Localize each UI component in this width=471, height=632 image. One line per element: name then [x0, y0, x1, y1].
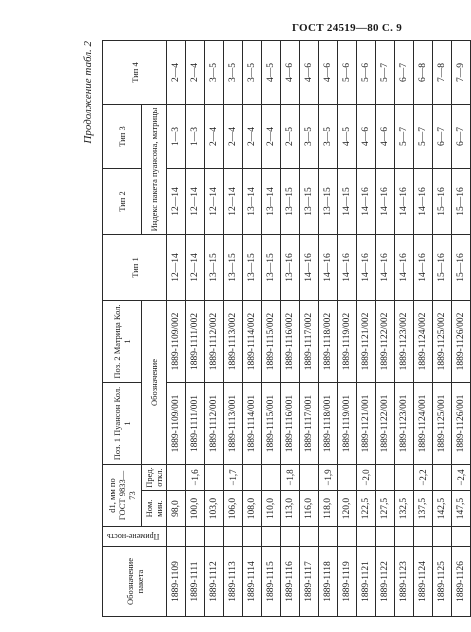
spec-table: [102, 40, 471, 617]
cell-d1-tol: [205, 465, 224, 491]
cell-type4: 7—9: [452, 41, 471, 105]
cell-type3: 4—6: [376, 105, 395, 169]
table-row: [281, 41, 300, 617]
cell-d1-tol: −1,7: [224, 465, 243, 491]
cell-pos1: 1889-1119/001: [338, 383, 357, 465]
col-type4: Тип 4: [103, 41, 167, 105]
cell-pos2: 1889-1117/002: [300, 301, 319, 383]
cell-pos1: 1889-1111/001: [186, 383, 205, 465]
table-row: [300, 41, 319, 617]
cell-applicability: [319, 527, 338, 547]
cell-package: 1889-1114: [243, 547, 262, 617]
cell-type2: 12—14: [186, 169, 205, 235]
cell-pos2: 1889-1118/002: [319, 301, 338, 383]
cell-pos2: 1889-1109/002: [167, 301, 186, 383]
cell-d1-nom: 100,0: [186, 491, 205, 527]
col-type1: Тип 1: [103, 235, 167, 301]
col-index-label: Индекс пакета пуансона, матрицы: [142, 105, 167, 235]
cell-type2: 13—15: [319, 169, 338, 235]
cell-type1: 13—15: [205, 235, 224, 301]
cell-pos2: 1889-1114/002: [243, 301, 262, 383]
table-row: [395, 41, 414, 617]
cell-d1-tol: −2,0: [357, 465, 376, 491]
cell-type3: 2—4: [205, 105, 224, 169]
col-type2: Тип 2: [103, 169, 142, 235]
cell-type3: 4—5: [338, 105, 357, 169]
cell-applicability: [186, 527, 205, 547]
cell-d1-tol: [338, 465, 357, 491]
cell-d1-nom: 103,0: [205, 491, 224, 527]
cell-applicability: [395, 527, 414, 547]
cell-type2: 13—14: [262, 169, 281, 235]
cell-d1-tol: [433, 465, 452, 491]
cell-type1: 14—16: [376, 235, 395, 301]
cell-type2: 13—14: [243, 169, 262, 235]
table-row: [376, 41, 395, 617]
cell-type2: 13—15: [281, 169, 300, 235]
cell-type2: 12—14: [205, 169, 224, 235]
col-d1-nom: Ном. мин.: [142, 491, 167, 527]
cell-applicability: [300, 527, 319, 547]
cell-type1: 12—14: [186, 235, 205, 301]
cell-applicability: [243, 527, 262, 547]
cell-applicability: [414, 527, 433, 547]
cell-d1-tol: −2,4: [452, 465, 471, 491]
cell-type4: 3—5: [243, 41, 262, 105]
cell-pos1: 1889-1113/001: [224, 383, 243, 465]
cell-pos1: 1889-1123/001: [395, 383, 414, 465]
table-row: [433, 41, 452, 617]
cell-d1-nom: 106,0: [224, 491, 243, 527]
table-row: [357, 41, 376, 617]
cell-type3: 1—3: [186, 105, 205, 169]
cell-type4: 2—4: [167, 41, 186, 105]
cell-type3: 4—6: [357, 105, 376, 169]
cell-type2: 15—16: [433, 169, 452, 235]
cell-pos1: 1889-1117/001: [300, 383, 319, 465]
cell-applicability: [433, 527, 452, 547]
cell-pos2: 1889-1126/002: [452, 301, 471, 383]
cell-type3: 2—5: [281, 105, 300, 169]
cell-pos2: 1889-1116/002: [281, 301, 300, 383]
cell-type3: 6—7: [452, 105, 471, 169]
cell-pos1: 1889-1109/001: [167, 383, 186, 465]
cell-type1: 14—16: [300, 235, 319, 301]
cell-type3: 2—4: [243, 105, 262, 169]
cell-type4: 2—4: [186, 41, 205, 105]
cell-package: 1889-1112: [205, 547, 224, 617]
cell-d1-nom: 142,5: [433, 491, 452, 527]
cell-pos1: 1889-1118/001: [319, 383, 338, 465]
cell-pos1: 1889-1122/001: [376, 383, 395, 465]
cell-pos2: 1889-1121/002: [357, 301, 376, 383]
cell-d1-nom: 132,5: [395, 491, 414, 527]
cell-package: 1889-1116: [281, 547, 300, 617]
cell-type3: 2—4: [262, 105, 281, 169]
col-designation: Обозначение пакета: [103, 547, 167, 617]
cell-type3: 6—7: [433, 105, 452, 169]
col-pos1: Поз. 1 Пуансон Кол. 1: [103, 383, 142, 465]
cell-type2: 12—14: [224, 169, 243, 235]
cell-d1-tol: −2,2: [414, 465, 433, 491]
cell-pos1: 1889-1124/001: [414, 383, 433, 465]
cell-applicability: [357, 527, 376, 547]
cell-type4: 6—7: [395, 41, 414, 105]
cell-type3: 2—4: [224, 105, 243, 169]
cell-d1-tol: [376, 465, 395, 491]
cell-package: 1889-1119: [338, 547, 357, 617]
cell-package: 1889-1109: [167, 547, 186, 617]
cell-pos2: 1889-1113/002: [224, 301, 243, 383]
cell-d1-nom: 137,5: [414, 491, 433, 527]
col-applicability: Примене-ность: [103, 527, 167, 547]
page-header: [0, 22, 420, 38]
cell-applicability: [376, 527, 395, 547]
continuation-label: Продолжение табл. 2: [82, 41, 94, 144]
cell-pos2: 1889-1115/002: [262, 301, 281, 383]
cell-package: 1889-1111: [186, 547, 205, 617]
cell-type2: 12—14: [167, 169, 186, 235]
cell-d1-tol: [395, 465, 414, 491]
cell-type1: 15—16: [433, 235, 452, 301]
cell-type1: 15—16: [452, 235, 471, 301]
cell-package: 1889-1124: [414, 547, 433, 617]
cell-type3: 1—3: [167, 105, 186, 169]
cell-pos2: 1889-1123/002: [395, 301, 414, 383]
cell-applicability: [224, 527, 243, 547]
cell-type2: 14—16: [395, 169, 414, 235]
cell-type1: 12—14: [167, 235, 186, 301]
standard-number: ГОСТ 24519—80 С. 9: [291, 22, 402, 34]
table-row: [167, 41, 186, 617]
col-d1-group: d1, мм по ГОСТ 9833—73: [103, 465, 142, 527]
cell-type3: 5—7: [395, 105, 414, 169]
cell-d1-nom: 116,0: [300, 491, 319, 527]
cell-package: 1889-1122: [376, 547, 395, 617]
cell-d1-nom: 118,0: [319, 491, 338, 527]
cell-pos2: 1889-1111/002: [186, 301, 205, 383]
cell-type4: 5—6: [357, 41, 376, 105]
cell-type4: 4—6: [300, 41, 319, 105]
cell-d1-nom: 108,0: [243, 491, 262, 527]
cell-pos1: 1889-1125/001: [433, 383, 452, 465]
col-designation-sub: Обозначение: [142, 301, 167, 465]
table-row: [452, 41, 471, 617]
cell-type4: 5—6: [338, 41, 357, 105]
cell-d1-tol: −1,9: [319, 465, 338, 491]
table-row: [414, 41, 433, 617]
cell-type4: 7—8: [433, 41, 452, 105]
cell-pos2: 1889-1125/002: [433, 301, 452, 383]
cell-d1-tol: [262, 465, 281, 491]
cell-pos1: 1889-1115/001: [262, 383, 281, 465]
cell-pos1: 1889-1114/001: [243, 383, 262, 465]
cell-type2: 14—16: [414, 169, 433, 235]
cell-type4: 4—5: [262, 41, 281, 105]
cell-package: 1889-1118: [319, 547, 338, 617]
cell-pos1: 1889-1126/001: [452, 383, 471, 465]
cell-package: 1889-1125: [433, 547, 452, 617]
cell-type3: 3—5: [300, 105, 319, 169]
cell-type2: 14—16: [357, 169, 376, 235]
cell-pos2: 1889-1122/002: [376, 301, 395, 383]
cell-package: 1889-1121: [357, 547, 376, 617]
table-row: [319, 41, 338, 617]
cell-type2: 14—16: [376, 169, 395, 235]
cell-pos1: 1889-1112/001: [205, 383, 224, 465]
cell-d1-nom: 122,5: [357, 491, 376, 527]
table-row: [243, 41, 262, 617]
cell-type2: 15—16: [452, 169, 471, 235]
cell-package: 1889-1117: [300, 547, 319, 617]
cell-applicability: [452, 527, 471, 547]
cell-pos2: 1889-1112/002: [205, 301, 224, 383]
cell-type1: 14—16: [395, 235, 414, 301]
cell-type1: 14—16: [319, 235, 338, 301]
cell-package: 1889-1123: [395, 547, 414, 617]
cell-d1-tol: −1,8: [281, 465, 300, 491]
cell-applicability: [205, 527, 224, 547]
cell-pos1: 1889-1121/001: [357, 383, 376, 465]
cell-type1: 13—15: [243, 235, 262, 301]
cell-pos2: 1889-1124/002: [414, 301, 433, 383]
cell-type1: 13—15: [262, 235, 281, 301]
cell-type4: 4—6: [281, 41, 300, 105]
table-row: [262, 41, 281, 617]
cell-type4: 6—8: [414, 41, 433, 105]
cell-type3: 3—5: [319, 105, 338, 169]
cell-package: 1889-1113: [224, 547, 243, 617]
rotated-table-block: [82, 41, 466, 617]
cell-d1-tol: −1,6: [186, 465, 205, 491]
cell-pos2: 1889-1119/002: [338, 301, 357, 383]
cell-d1-nom: 120,0: [338, 491, 357, 527]
cell-type3: 5—7: [414, 105, 433, 169]
cell-pos1: 1889-1116/001: [281, 383, 300, 465]
cell-type2: 14—15: [338, 169, 357, 235]
cell-type1: 13—15: [224, 235, 243, 301]
cell-applicability: [338, 527, 357, 547]
cell-package: 1889-1115: [262, 547, 281, 617]
cell-d1-nom: 98,0: [167, 491, 186, 527]
cell-d1-nom: 127,5: [376, 491, 395, 527]
col-d1-tol: Пред. откл.: [142, 465, 167, 491]
cell-applicability: [167, 527, 186, 547]
cell-type1: 14—16: [414, 235, 433, 301]
col-type3: Тип 3: [103, 105, 142, 169]
table-row: [186, 41, 205, 617]
col-pos2: Поз. 2 Матрица Кол. 1: [103, 301, 142, 383]
cell-applicability: [262, 527, 281, 547]
cell-d1-tol: [300, 465, 319, 491]
cell-type4: 3—5: [205, 41, 224, 105]
cell-d1-tol: [167, 465, 186, 491]
cell-package: 1889-1126: [452, 547, 471, 617]
cell-type4: 3—5: [224, 41, 243, 105]
table-row: [205, 41, 224, 617]
cell-type4: 5—7: [376, 41, 395, 105]
cell-applicability: [281, 527, 300, 547]
cell-d1-tol: [243, 465, 262, 491]
cell-type4: 4—6: [319, 41, 338, 105]
cell-type1: 13—16: [281, 235, 300, 301]
table-row: [224, 41, 243, 617]
cell-type2: 13—15: [300, 169, 319, 235]
table-row: [338, 41, 357, 617]
cell-type1: 14—16: [338, 235, 357, 301]
cell-d1-nom: 147,5: [452, 491, 471, 527]
cell-d1-nom: 110,0: [262, 491, 281, 527]
cell-type1: 14—16: [357, 235, 376, 301]
cell-d1-nom: 113,0: [281, 491, 300, 527]
